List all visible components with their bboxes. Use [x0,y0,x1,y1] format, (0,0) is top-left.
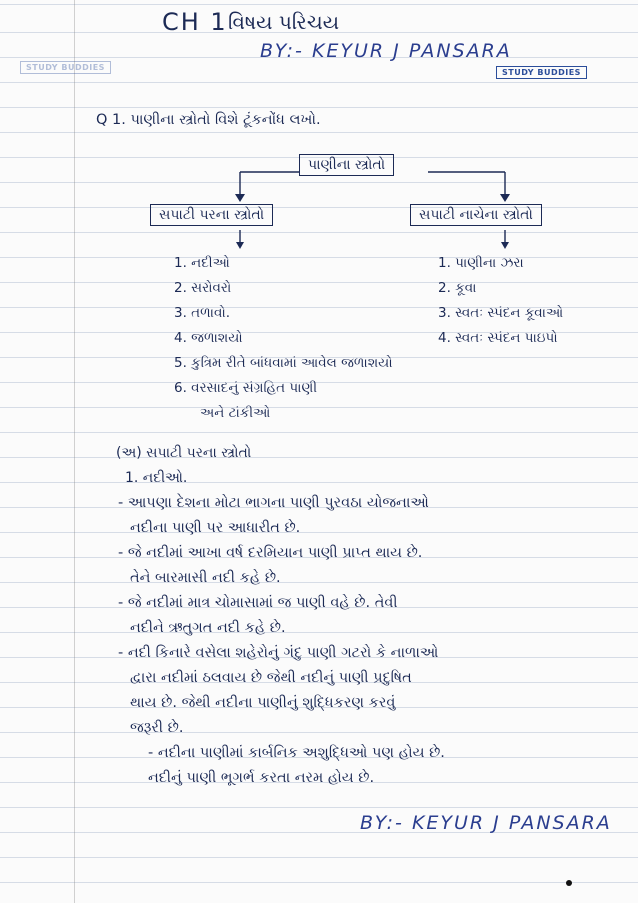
body-line: - જે નદીમાં આખા વર્ષ દરમિયાન પાણી પ્રાપ્ત થાય છે. [118,545,423,561]
body-line: દ્વારા નદીમાં ઠલવાય છે જેથી નદીનું પાણી પ્રદુષિત [130,670,412,686]
diagram-left-head: સપાટી પરના સ્ત્રોતો [150,204,273,226]
ink-dot [566,880,572,886]
body-line: તેને બારમાસી નદી કહે છે. [130,570,281,586]
stamp-right: STUDY BUDDIES [496,66,587,79]
left-item: 3. તળાવો. [174,305,231,321]
footer-byline: BY:- KEYUR J PANSARA [360,812,612,834]
body-line: નદીને ઋતુગત નદી કહે છે. [130,620,286,636]
left-item: 1. નદીઓ [174,255,230,271]
body-line: જરૂરી છે. [130,720,184,736]
question-text: Q 1. પાણીના સ્ત્રોતો વિશે ટૂંકનોંધ લખો. [96,112,321,128]
right-item: 3. સ્વતઃ સ્પંદન કૂવાઓ [438,305,564,321]
left-item: 5. કુત્રિમ રીતે બાંધવામાં આવેલ જળાશયો [174,355,393,371]
body-line: - જે નદીમાં માત્ર ચોમાસામાં જ પાણી વહે છે. તેવી [118,595,398,611]
body-line: - આપણા દેશના મોટા ભાગના પાણી પુરવઠા યોજનાઓ [118,495,429,511]
header-byline: BY:- KEYUR J PANSARA [260,40,512,62]
diagram-root: પાણીના સ્ત્રોતો [299,154,394,176]
left-item: 2. સરોવરો [174,280,232,296]
body-line: - નદીના પાણીમાં કાર્બનિક અશુદ્ધિઓ પણ હોય છે. [148,745,445,761]
body-line: નદીના પાણી પર આધારીત છે. [130,520,301,536]
body-line: થાય છે. જેથી નદીના પાણીનું શુદ્ધિકરણ કરવું [130,695,396,711]
right-item: 4. સ્વતઃ સ્પંદન પાઇપો [438,330,558,346]
right-item: 1. પાણીના ઝરા [438,255,524,271]
section-heading: (અ) સપાટી પરના સ્ત્રોતો [116,445,252,461]
stamp-left: STUDY BUDDIES [20,61,111,74]
right-item: 2. કૂવા [438,280,477,296]
body-line: - નદી કિનારે વસેલા શહેરોનું ગંદુ પાણી ગટરો કે નાળાઓ [118,645,439,661]
diagram-right-head: સપાટી નાચેના સ્ત્રોતો [410,204,542,226]
chapter-label: CH 1 [162,8,228,36]
section-subheading: 1. નદીઓ. [125,470,188,486]
chapter-title: વિષય પરિચય [228,10,340,34]
left-item: 4. જળાશયો [174,330,243,346]
body-line: નદીનું પાણી ભૂગર્ભ કરતા નરમ હોય છે. [148,770,375,786]
left-item: અને ટાંકીઓ [200,405,271,421]
left-item: 6. વરસાદનું સંગ્રહિત પાણી [174,380,318,396]
